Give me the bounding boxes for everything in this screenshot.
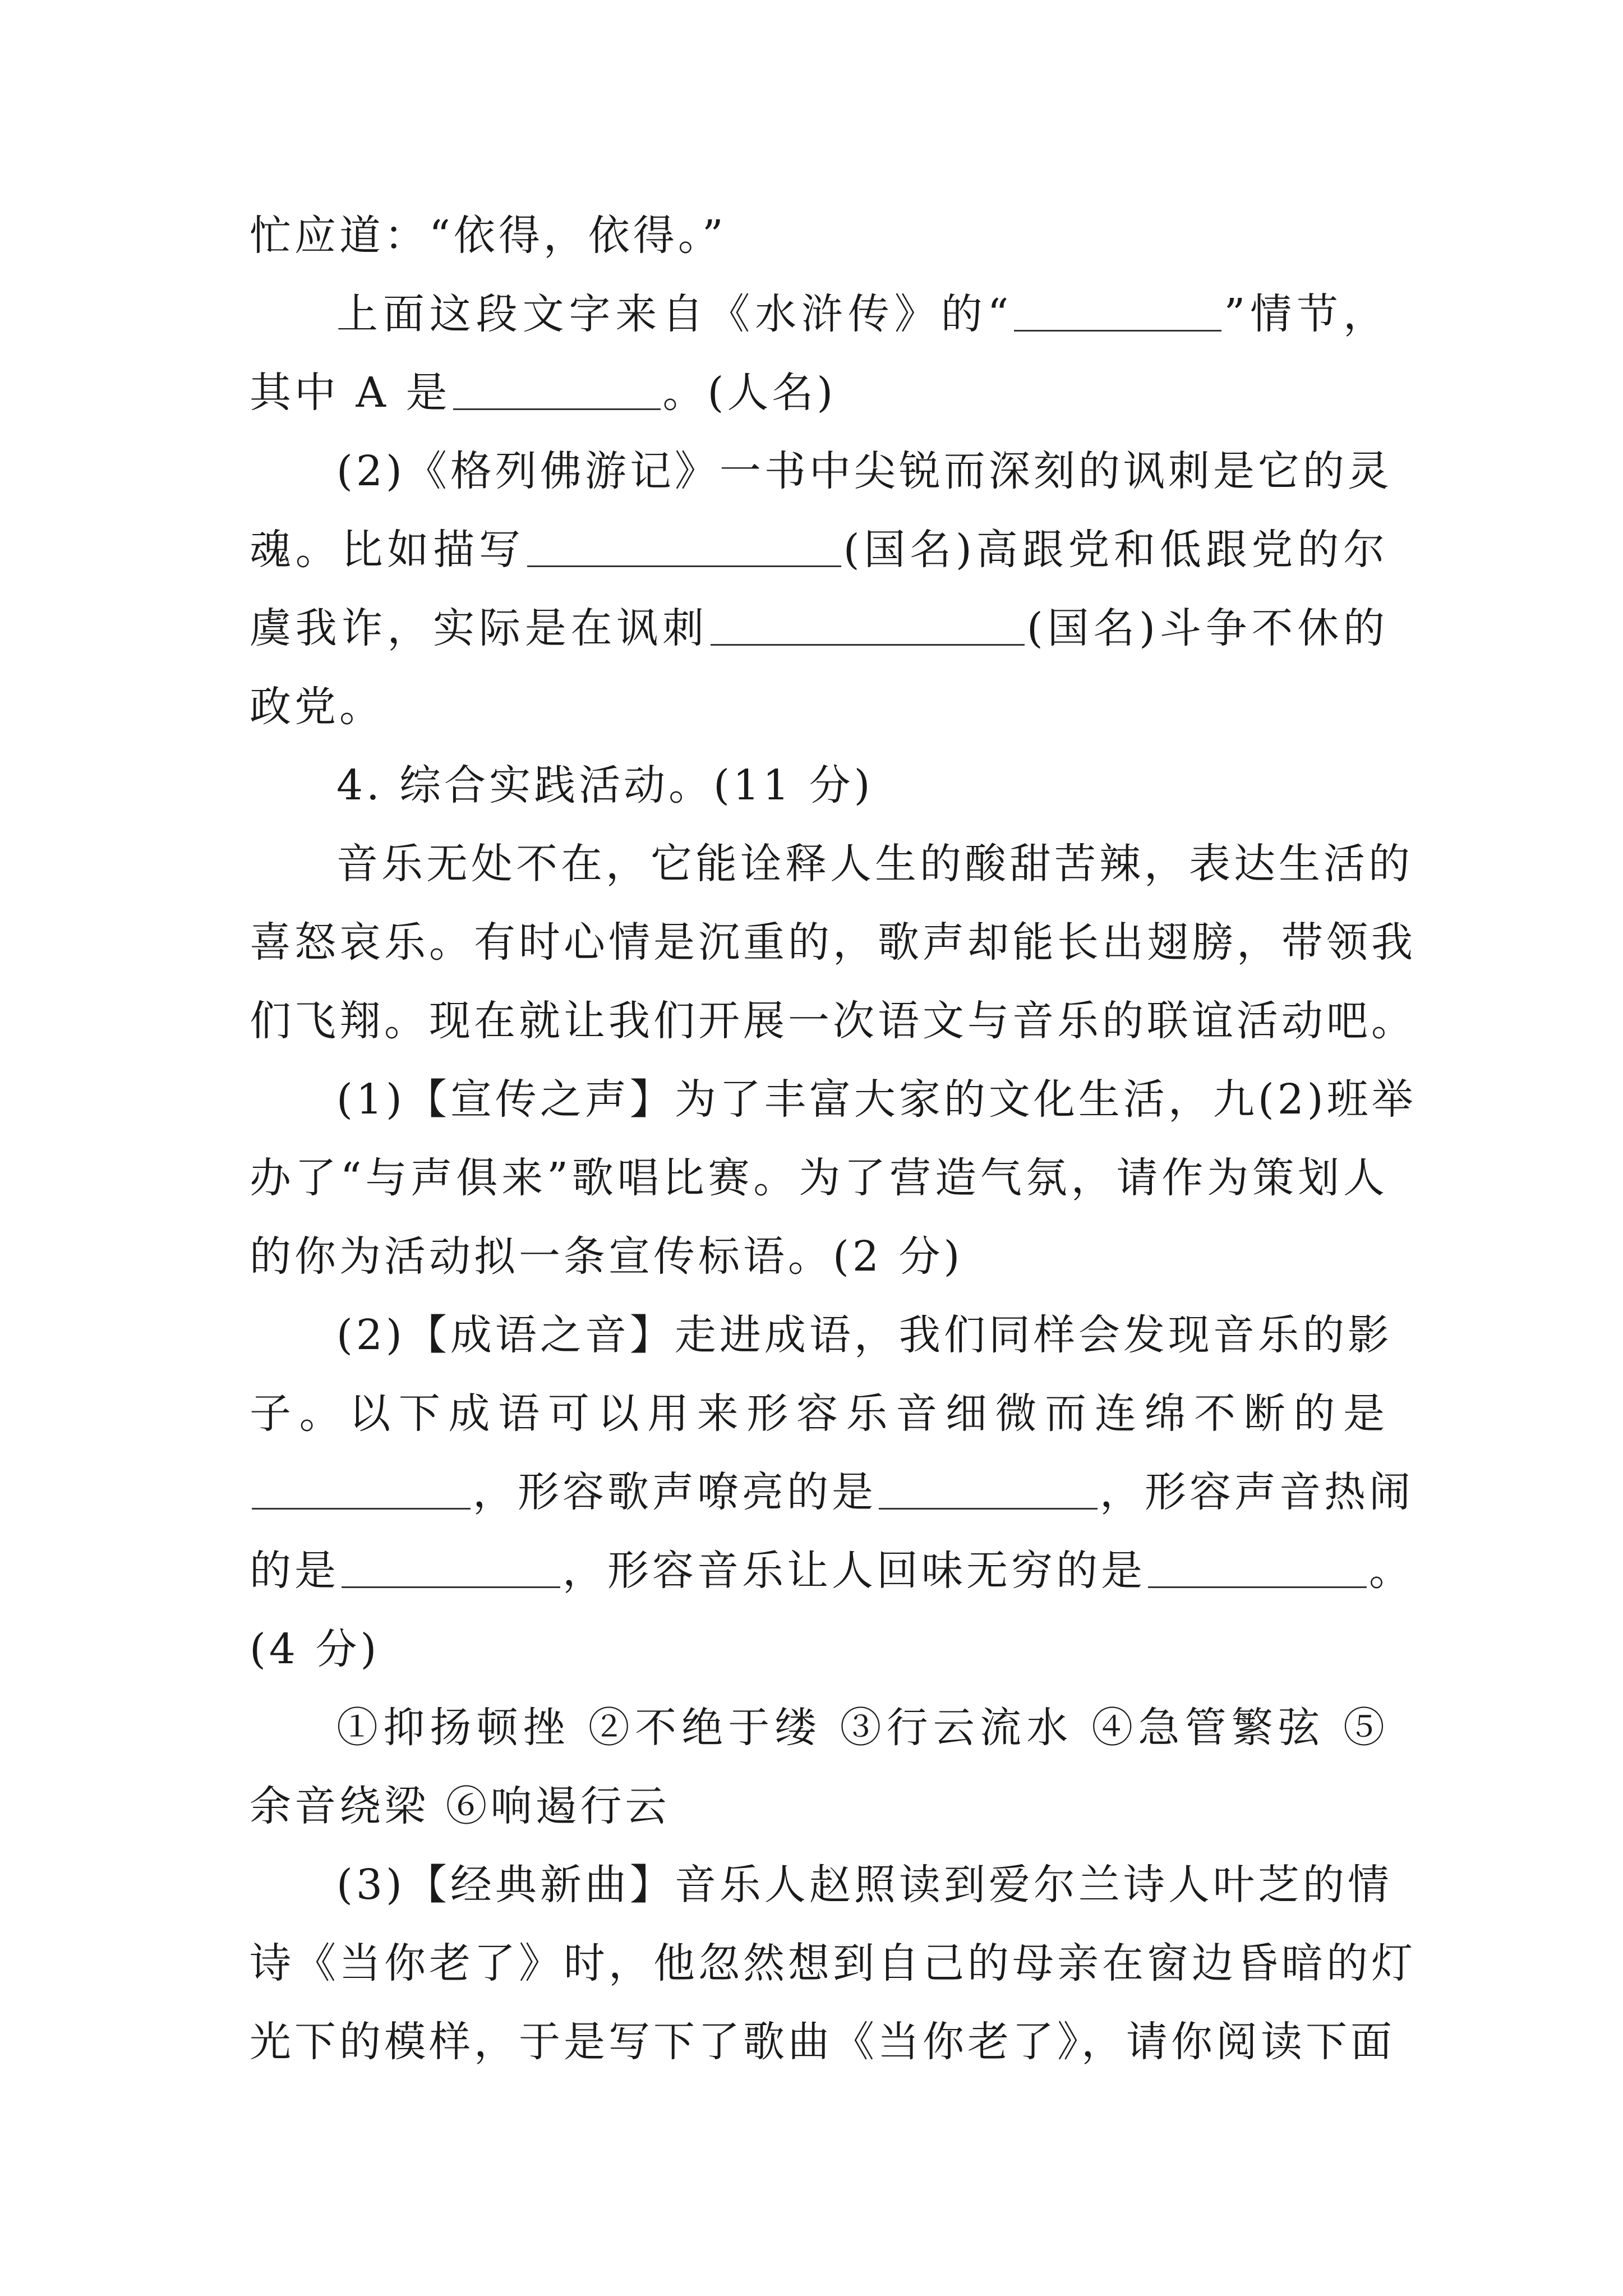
- text: 余音绕梁 ⑥响遏行云: [250, 1782, 670, 1830]
- text: 政党。: [250, 683, 384, 731]
- text-line-9: [336, 833, 1413, 895]
- text: ”情节，: [1224, 290, 1388, 338]
- text: 其中 A 是: [250, 369, 451, 417]
- text-line-23: [250, 1932, 1416, 1994]
- text: ①抑扬顿挫 ②不绝于缕 ③行云流水 ④急管繁弦 ⑤: [336, 1704, 1388, 1752]
- text-line-11: [250, 990, 1416, 1052]
- text-line-17: [250, 1461, 1414, 1523]
- text: (4 分): [250, 1625, 380, 1673]
- text: 忙应道：“依得，依得。”: [250, 211, 727, 260]
- text-line-1: [250, 205, 1388, 266]
- text: 。: [1369, 1547, 1414, 1595]
- text: 音乐无处不在，它能诠释人生的酸甜苦辣，表达生活的: [336, 840, 1413, 888]
- answer-blank[interactable]: [1014, 288, 1221, 332]
- text: (2)《格列佛游记》一书中尖锐而深刻的讽刺是它的灵: [336, 447, 1393, 495]
- text: 的你为活动拟一条宣传标语。(2 分): [250, 1232, 963, 1281]
- text-line-4: [336, 440, 1393, 502]
- section-heading: [336, 754, 1388, 816]
- answer-blank[interactable]: [711, 602, 1025, 646]
- text-line-16: [250, 1383, 1388, 1444]
- text: ，形容声音热闹: [1100, 1468, 1414, 1516]
- text: (国名)高跟党和低跟党的尔: [843, 526, 1388, 574]
- answer-blank[interactable]: [342, 1545, 560, 1588]
- answer-blank[interactable]: [1148, 1545, 1367, 1588]
- text-line-10: [250, 912, 1416, 973]
- text: 喜怒哀乐。有时心情是沉重的，歌声却能长出翅膀，带领我: [250, 918, 1416, 967]
- text: ，形容歌声嘹亮的是: [473, 1468, 877, 1516]
- answer-blank[interactable]: [252, 1466, 471, 1510]
- answer-blank[interactable]: [527, 524, 841, 567]
- text-line-12: [336, 1069, 1417, 1130]
- text: (2)【成语之音】走进成语，我们同样会发现音乐的影: [336, 1311, 1393, 1359]
- idiom-options-line-1: [336, 1697, 1388, 1759]
- text-line-13: [250, 1147, 1388, 1209]
- answer-blank[interactable]: [879, 1466, 1098, 1510]
- answer-blank[interactable]: [453, 367, 661, 410]
- text: 诗《当你老了》时，他忽然想到自己的母亲在窗边昏暗的灯: [250, 1939, 1416, 1987]
- text-line-5: [250, 519, 1388, 581]
- idiom-options-line-2: [250, 1775, 1388, 1837]
- text: ，形容音乐让人回味无穷的是: [562, 1547, 1146, 1595]
- text: (国名)斗争不休的: [1026, 604, 1388, 652]
- text-line-7: [250, 676, 1388, 738]
- text: 上面这段文字来自《水浒传》的“: [336, 290, 1012, 338]
- text: 子。以下成语可以用来形容乐音细微而连绵不断的是: [250, 1389, 1388, 1438]
- text-line-19: [250, 1618, 1388, 1680]
- text-line-18: [250, 1540, 1414, 1602]
- text-line-22: [336, 1854, 1393, 1916]
- text: 虞我诈，实际是在讽刺: [250, 604, 708, 652]
- text-line-3: [250, 362, 1388, 424]
- text: (3)【经典新曲】音乐人赵照读到爱尔兰诗人叶芝的情: [336, 1861, 1393, 1909]
- text-line-14: [250, 1226, 1388, 1287]
- text: 魂。比如描写: [250, 526, 525, 574]
- text: 光下的模样，于是写下了歌曲《当你老了》，请你阅读下面: [250, 2018, 1395, 2066]
- text-line-24: [250, 2011, 1395, 2073]
- text: 。(人名): [662, 369, 837, 417]
- text: 们飞翔。现在就让我们开展一次语文与音乐的联谊活动吧。: [250, 997, 1416, 1045]
- text-line-2: [336, 283, 1388, 345]
- text: 4. 综合实践活动。(11 分): [336, 761, 874, 809]
- text: 的是: [250, 1547, 339, 1595]
- text-line-6: [250, 597, 1388, 659]
- text: (1)【宣传之声】为了丰富大家的文化生活，九(2)班举: [336, 1075, 1417, 1124]
- text: 办了“与声俱来”歌唱比赛。为了营造气氛，请作为策划人: [250, 1154, 1388, 1202]
- text-line-15: [336, 1304, 1393, 1366]
